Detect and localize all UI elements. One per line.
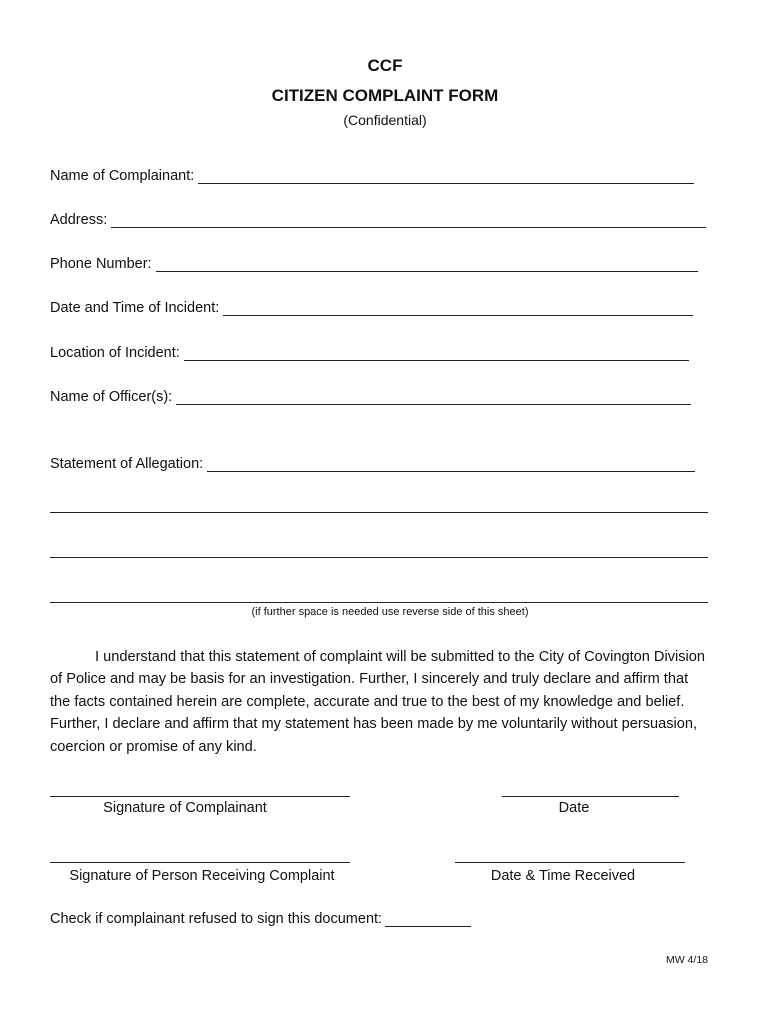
address-label: Address: [50,212,108,228]
incident-datetime-field [50,294,693,316]
receiver-signature-line[interactable] [50,848,350,863]
address-line[interactable] [111,211,706,228]
receiver-signature-label: Signature of Person Receiving Complaint [69,868,335,884]
phone-label: Phone Number: [50,256,152,272]
officer-name-field [50,383,691,405]
complainant-name-field [50,162,694,184]
officer-name-line[interactable] [176,388,691,405]
declaration-paragraph [50,646,710,758]
statement-line[interactable] [207,455,695,472]
address-field [50,206,706,228]
refused-sign-line[interactable] [385,910,471,927]
incident-datetime-label: Date and Time of Incident: [50,300,220,316]
statement-continuation-line[interactable] [50,496,708,513]
statement-continuation-line[interactable] [50,586,708,603]
refused-sign-field [50,910,471,927]
incident-location-field [50,339,689,361]
statement-continuation-line[interactable] [50,541,708,558]
incident-datetime-line[interactable] [223,299,693,316]
incident-location-line[interactable] [184,344,689,361]
datetime-received-line[interactable] [455,848,685,863]
form-subtitle: (Confidential) [343,112,427,128]
complainant-name-label: Name of Complainant: [50,168,195,184]
reverse-side-note: (if further space is needed use reverse side of this sheet) [251,606,529,618]
form-code: CCF [367,56,403,75]
complainant-signature-line[interactable] [50,782,350,797]
declaration-text: I understand that this statement of complaint will be submitted to the City of Covington Division of Police and may be basis for an investigation. Further, I sincerely and truly declare and affirm that the facts contained herein are complete, accurate and true to the best of my knowledge and belief. Further, I declare and affirm that my statement has been made by me voluntarily without persuasion, coercion or promise of any kind. [50,649,706,755]
refused-sign-label: Check if complainant refused to sign this document: [50,911,383,927]
datetime-received-label: Date & Time Received [490,868,636,884]
phone-line[interactable] [156,255,698,272]
date-line[interactable] [502,782,679,797]
statement-label: Statement of Allegation: [50,456,204,472]
complainant-name-line[interactable] [198,167,694,184]
statement-field [50,450,695,472]
date-label: Date [558,800,590,816]
officer-name-label: Name of Officer(s): [50,389,173,405]
phone-field [50,250,698,272]
form-revision-code: MW 4/18 [665,954,708,966]
incident-location-label: Location of Incident: [50,345,180,361]
form-title: CITIZEN COMPLAINT FORM [271,86,499,105]
complainant-signature-label: Signature of Complainant [103,800,267,816]
